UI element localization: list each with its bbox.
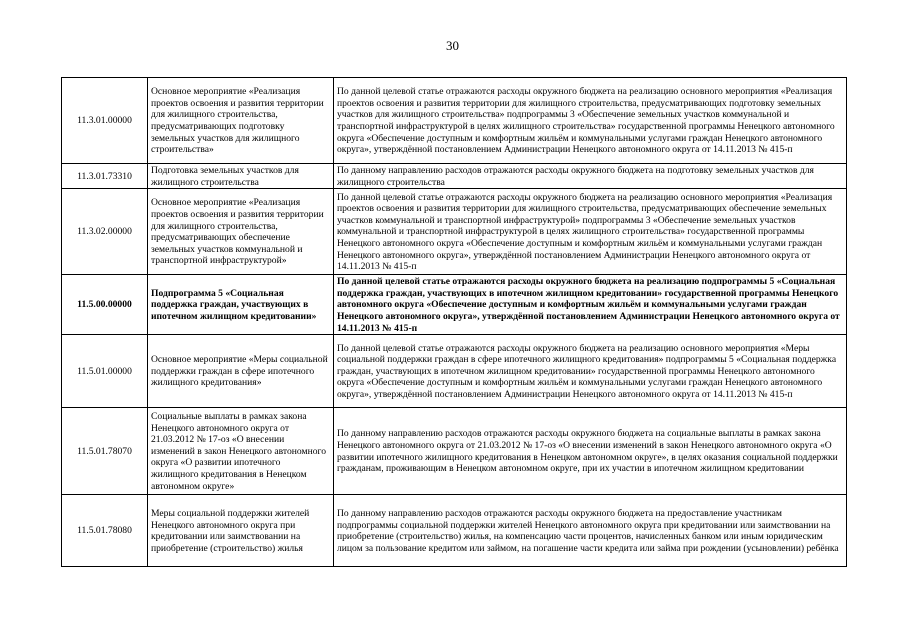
row-code: 11.5.00.00000 (62, 275, 148, 335)
table-row (62, 164, 847, 189)
row-description: По данной целевой статье отражаются расходы окружного бюджета на реализацию основного мероприятия «Меры социальной поддержки граждан в сфере ипотечного жилищного кредитования» подпрограммы 5 «Социальная поддержка граждан, участвующих в ипотечном жилищном кредитовании» государственной программы Ненецкого автономного округа «Обеспечение доступным и комфортным жильём и коммунальными услугами граждан Ненецкого автономного округа», утверждённой постановлением Администрации Ненецкого автономного округа от 14.11.2013 № 415-п (334, 335, 847, 408)
row-description: По данной целевой статье отражаются расходы окружного бюджета на реализацию основного мероприятия «Реализация проектов освоения и развития территории для жилищного строительства, предусматривающих подготовку земельных участков для жилищного строительства» подпрограммы 3 «Обеспечение земельных участков коммунальной и транспортной инфраструктурой в целях жилищного строительства» государственной программы Ненецкого автономного округа «Обеспечение доступным и комфортным жильём и коммунальными услугами граждан Ненецкого автономного округа», утверждённой постановлением Администрации Ненецкого автономного округа от 14.11.2013 № 415-п (334, 78, 847, 164)
table-row-subprogram (62, 275, 847, 335)
row-name: Подготовка земельных участков для жилищного строительства (148, 164, 334, 189)
row-code: 11.3.01.00000 (62, 78, 148, 164)
row-name: Подпрограмма 5 «Социальная поддержка граждан, участвующих в ипотечном жилищном кредитовании» (148, 275, 334, 335)
row-description: По данной целевой статье отражаются расходы окружного бюджета на реализацию подпрограммы 5 «Социальная поддержка граждан, участвующих в ипотечном жилищном кредитовании» государственной программы Ненецкого автономного округа «Обеспечение доступным и комфортным жильём и коммунальными услугами граждан Ненецкого автономного округа», утверждённой постановлением Администрации Ненецкого автономного округа от 14.11.2013 № 415-п (334, 275, 847, 335)
row-description: По данному направлению расходов отражаются расходы окружного бюджета на социальные выплаты в рамках закона Ненецкого автономного округа от 21.03.2012 № 17-оз «О внесении изменений в закон Ненецкого автономного округа «О развитии ипотечного жилищного кредитования в Ненецком автономном округе», в целях оказания социальной поддержки гражданам, проживающим в Ненецком автономном округе, при их участии в ипотечном жилищном кредитовании (334, 408, 847, 495)
table-row (62, 408, 847, 495)
page-number: 30 (446, 38, 459, 53)
row-code: 11.3.02.00000 (62, 189, 148, 275)
table-row (62, 335, 847, 408)
row-code: 11.5.01.00000 (62, 335, 148, 408)
row-name: Социальные выплаты в рамках закона Ненецкого автономного округа от 21.03.2012 № 17-оз «О внесении изменений в закон Ненецкого автономного округа «О развитии ипотечного жилищного кредитования в Ненецком автономном округе» (148, 408, 334, 495)
row-code: 11.5.01.78070 (62, 408, 148, 495)
row-name: Основное мероприятие «Реализация проектов освоения и развития территории для жилищного строительства, предусматривающих обеспечение земельных участков коммунальной и транспортной инфраструктурой» (148, 189, 334, 275)
row-name: Меры социальной поддержки жителей Ненецкого автономного округа при кредитовании или заимствовании на приобретение (строительство) жилья (148, 495, 334, 567)
row-description: По данному направлению расходов отражаются расходы окружного бюджета на предоставление участникам подпрограммы социальной поддержки жителей Ненецкого автономного округа при кредитовании или заимствовании на приобретение (строительство) жилья, на компенсацию части процентов, начисленных банком или иным юридическим лицом за пользование кредитом или займом, на погашение части кредита или займа при рождении (усыновлении) ребёнка (334, 495, 847, 567)
budget-classification-table (61, 77, 847, 567)
table-row (62, 495, 847, 567)
table-row (62, 189, 847, 275)
row-code: 11.3.01.73310 (62, 164, 148, 189)
row-code: 11.5.01.78080 (62, 495, 148, 567)
row-name: Основное мероприятие «Реализация проектов освоения и развития территории для жилищного строительства, предусматривающих подготовку земельных участков для жилищного строительства» (148, 78, 334, 164)
row-description: По данной целевой статье отражаются расходы окружного бюджета на реализацию основного мероприятия «Реализация проектов освоения и развития территории для жилищного строительства, предусматривающих обеспечение земельных участков коммунальной и транспортной инфраструктурой» подпрограммы 3 «Обеспечение земельных участков коммунальной и транспортной инфраструктурой в целях жилищного строительства» государственной программы Ненецкого автономного округа «Обеспечение доступным и комфортным жильём и коммунальными услугами граждан Ненецкого автономного округа», утверждённой постановлением Администрации Ненецкого автономного округа от 14.11.2013 № 415-п (334, 189, 847, 275)
row-description: По данному направлению расходов отражаются расходы окружного бюджета на подготовку земельных участков для жилищного строительства (334, 164, 847, 189)
table-row (62, 78, 847, 164)
row-name: Основное мероприятие «Меры социальной поддержки граждан в сфере ипотечного жилищного кредитования» (148, 335, 334, 408)
